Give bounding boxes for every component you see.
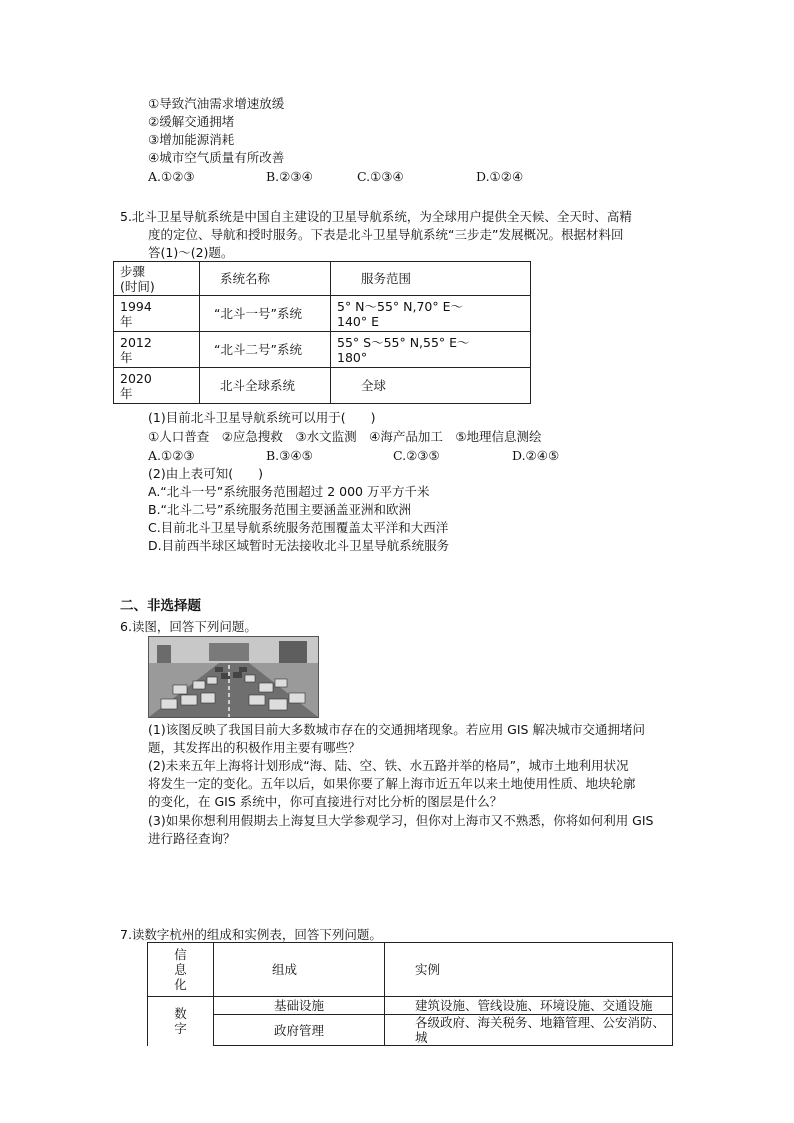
digital-cell (148, 997, 214, 1046)
year-line1: 2012 (120, 334, 152, 350)
q4-item-2: ②缓解交通拥堵 (148, 114, 235, 129)
q5-sub1-option-c: C.②③⑤ (393, 448, 440, 463)
range-line1: 55° S～55° N,55° E～ (337, 334, 470, 350)
q7-stem: 7.读数字杭州的组成和实例表，回答下列问题。 (120, 927, 382, 942)
header-composition: 组成 (214, 943, 385, 997)
header-time-label: (时间) (120, 278, 155, 294)
q5-stem-line1: 5.北斗卫星导航系统是中国自主建设的卫星导航系统，为全球用户提供全天候、全天时、高精 (120, 209, 632, 224)
year-line1: 2020 (120, 370, 152, 386)
q6-p2-line1: (2)未来五年上海将计划形成“海、陆、空、铁、水五路并举的格局”，城市土地利用状况 (148, 758, 629, 773)
row-example: 建筑设施、管线设施、环境设施、交通设施 (385, 997, 673, 1015)
year-line1: 1994 (120, 298, 152, 314)
traffic-jam-image (149, 637, 318, 717)
row-year (114, 368, 200, 404)
table-row (148, 997, 673, 1015)
table-header-row (114, 262, 531, 296)
q5-sub2-option-d: D.目前西半球区域暂时无法接收北斗卫星导航系统服务 (148, 538, 450, 553)
digital-char: 字 (174, 1021, 187, 1037)
q4-item-4: ④城市空气质量有所改善 (148, 150, 285, 165)
digital-char: 数 (174, 1006, 187, 1022)
q4-item-3: ③增加能源消耗 (148, 132, 235, 147)
year-line2: 年 (120, 385, 133, 401)
section-title: 二、非选择题 (120, 598, 201, 614)
header-char: 化 (174, 977, 187, 992)
header-example: 实例 (385, 943, 673, 997)
header-step-label: 步骤 (120, 263, 146, 279)
traffic-jam-photo (148, 636, 319, 718)
range-line2: 140° E (337, 313, 379, 329)
q4-item-1: ①导致汽油需求增速放缓 (148, 96, 285, 111)
q5-sub2-question: (2)由上表可知( ) (148, 466, 263, 481)
row-range: 全球 (331, 368, 531, 404)
table-header-row (148, 943, 673, 997)
q4-option-c: C.①③④ (357, 169, 404, 184)
range-line2: 180° (337, 349, 368, 365)
table-row (114, 368, 531, 404)
row-range (331, 332, 531, 368)
row-system-name: “北斗二号”系统 (200, 332, 331, 368)
header-step (114, 262, 200, 296)
q5-sub1-option-b: B.③④⑤ (266, 448, 313, 463)
q6-p2-line2: 将发生一定的变化。五年以后，如果你要了解上海市近五年以来土地使用性质、地块轮廓 (148, 776, 636, 791)
row-year (114, 332, 200, 368)
row-part: 政府管理 (214, 1015, 385, 1046)
q5-sub2-option-a: A.“北斗一号”系统服务范围超过 2 000 万平方千米 (148, 484, 430, 499)
table-row (114, 332, 531, 368)
q6-p1-line2: 题，其发挥出的积极作用主要有哪些？ (148, 740, 361, 755)
q6-stem: 6.读图，回答下列问题。 (120, 619, 257, 634)
range-line1: 5° N～55° N,70° E～ (337, 298, 464, 314)
q5-stem-line2: 度的定位、导航和授时服务。下表是北斗卫星导航系统“三步走”发展概况。根据材料回 (148, 227, 624, 242)
q5-sub1-option-d: D.②④⑤ (512, 448, 560, 463)
q5-sub1-option-a: A.①②③ (148, 448, 195, 463)
q6-p3-line1: (3)如果你想利用假期去上海复旦大学参观学习，但你对上海市又不熟悉，你将如何利用 GIS (148, 813, 654, 828)
q5-sub1-question: (1)目前北斗卫星导航系统可以用于( ) (148, 410, 376, 425)
q4-option-d: D.①②④ (476, 169, 524, 184)
digital-hangzhou-table (147, 942, 673, 1046)
q5-stem-line3: 答(1)～(2)题。 (148, 245, 234, 260)
q4-option-a: A.①②③ (148, 169, 195, 184)
year-line2: 年 (120, 313, 133, 329)
year-line2: 年 (120, 349, 133, 365)
q6-p3-line2: 进行路径查询？ (148, 831, 236, 846)
row-year (114, 296, 200, 332)
beidou-table (113, 261, 531, 404)
header-char: 息 (174, 962, 187, 977)
row-system-name: “北斗一号”系统 (200, 296, 331, 332)
row-system-name: 北斗全球系统 (200, 368, 331, 404)
row-range (331, 296, 531, 332)
header-service-range: 服务范围 (331, 262, 531, 296)
header-char: 信 (174, 947, 187, 962)
row-example: 各级政府、海关税务、地籍管理、公安消防、城 (385, 1015, 673, 1046)
table-row (114, 296, 531, 332)
q6-p2-line3: 的变化，在 GIS 系统中，你可直接进行对比分析的图层是什么？ (148, 794, 503, 809)
header-informatization (148, 943, 214, 997)
q4-option-b: B.②③④ (266, 169, 313, 184)
q5-sub2-option-c: C.目前北斗卫星导航系统服务范围覆盖太平洋和大西洋 (148, 520, 449, 535)
header-system-name: 系统名称 (200, 262, 331, 296)
q5-sub2-option-b: B.“北斗二号”系统服务范围主要涵盖亚洲和欧洲 (148, 502, 412, 517)
row-part: 基础设施 (214, 997, 385, 1015)
q5-sub1-items: ①人口普查 ②应急搜救 ③水文监测 ④海产品加工 ⑤地理信息测绘 (148, 429, 542, 444)
q6-p1-line1: (1)该图反映了我国目前大多数城市存在的交通拥堵现象。若应用 GIS 解决城市交通拥堵问 (148, 722, 645, 737)
table-row (148, 1015, 673, 1046)
